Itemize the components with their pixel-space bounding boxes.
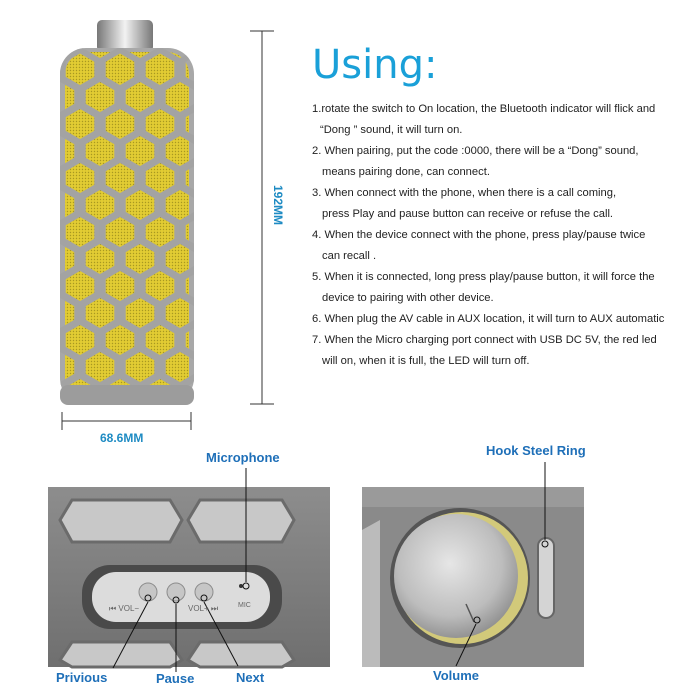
step-4-line1: 4. When the device connect with the phone, press play/pause twice [312, 229, 646, 241]
hook-steel-ring-callout: Hook Steel Ring [486, 443, 586, 458]
next-callout: Next [236, 670, 265, 685]
volume-knob-closeup [362, 487, 584, 667]
pause-button[interactable] [167, 583, 185, 601]
speaker-body [43, 20, 218, 414]
volume-knob[interactable] [394, 514, 518, 638]
vol-minus-label: ⏮ VOL− [109, 604, 140, 613]
step-7-line2: will on, when it is full, the LED will turn off. [322, 355, 530, 367]
step-2-line2: means pairing done, can connect. [322, 166, 490, 178]
vol-plus-label: VOL+ ⏭ [188, 604, 219, 613]
volume-callout: Volume [433, 668, 479, 683]
step-5-line1: 5. When it is connected, long press play/pause button, it will force the [312, 271, 655, 283]
microphone-hole [239, 584, 243, 588]
step-2 [312, 141, 639, 183]
microphone-callout: Microphone [206, 450, 280, 465]
pause-callout: Pause [156, 671, 195, 686]
mic-label: MIC [238, 602, 251, 609]
previous-button[interactable] [139, 583, 157, 601]
step-7 [312, 330, 657, 372]
instructions-title: Using: [312, 42, 438, 88]
step-6 [312, 309, 664, 330]
height-dimension-label: 192MM [271, 184, 285, 225]
step-4-line2: can recall . [322, 250, 377, 262]
step-5 [312, 267, 655, 309]
step-2-line1: 2. When pairing, put the code :0000, there will be a “Dong” sound, [312, 145, 639, 157]
step-4 [312, 225, 645, 267]
step-7-line1: 7. When the Micro charging port connect with USB DC 5V, the red led [312, 334, 657, 346]
step-1 [312, 99, 655, 141]
top-knob [97, 20, 153, 52]
width-dimension-label: 68.6MM [100, 431, 144, 445]
step-1-line2: “Dong ” sound, it will turn on. [320, 124, 463, 136]
hook-steel-ring [538, 538, 554, 618]
step-3-line2: press Play and pause button can receive or refuse the call. [322, 208, 614, 220]
previous-callout: Privious [56, 670, 108, 685]
step-5-line2: device to pairing with other device. [322, 292, 494, 304]
step-3 [312, 183, 616, 225]
control-panel-closeup [48, 487, 330, 667]
step-1-line1: 1.rotate the switch to On location, the Bluetooth indicator will flick and [312, 103, 656, 115]
step-3-line1: 3. When connect with the phone, when there is a call coming, [312, 187, 617, 199]
step-6-line1: 6. When plug the AV cable in AUX location, it will turn to AUX automatic [312, 313, 665, 325]
next-button[interactable] [195, 583, 213, 601]
width-dimension-line [62, 412, 191, 430]
